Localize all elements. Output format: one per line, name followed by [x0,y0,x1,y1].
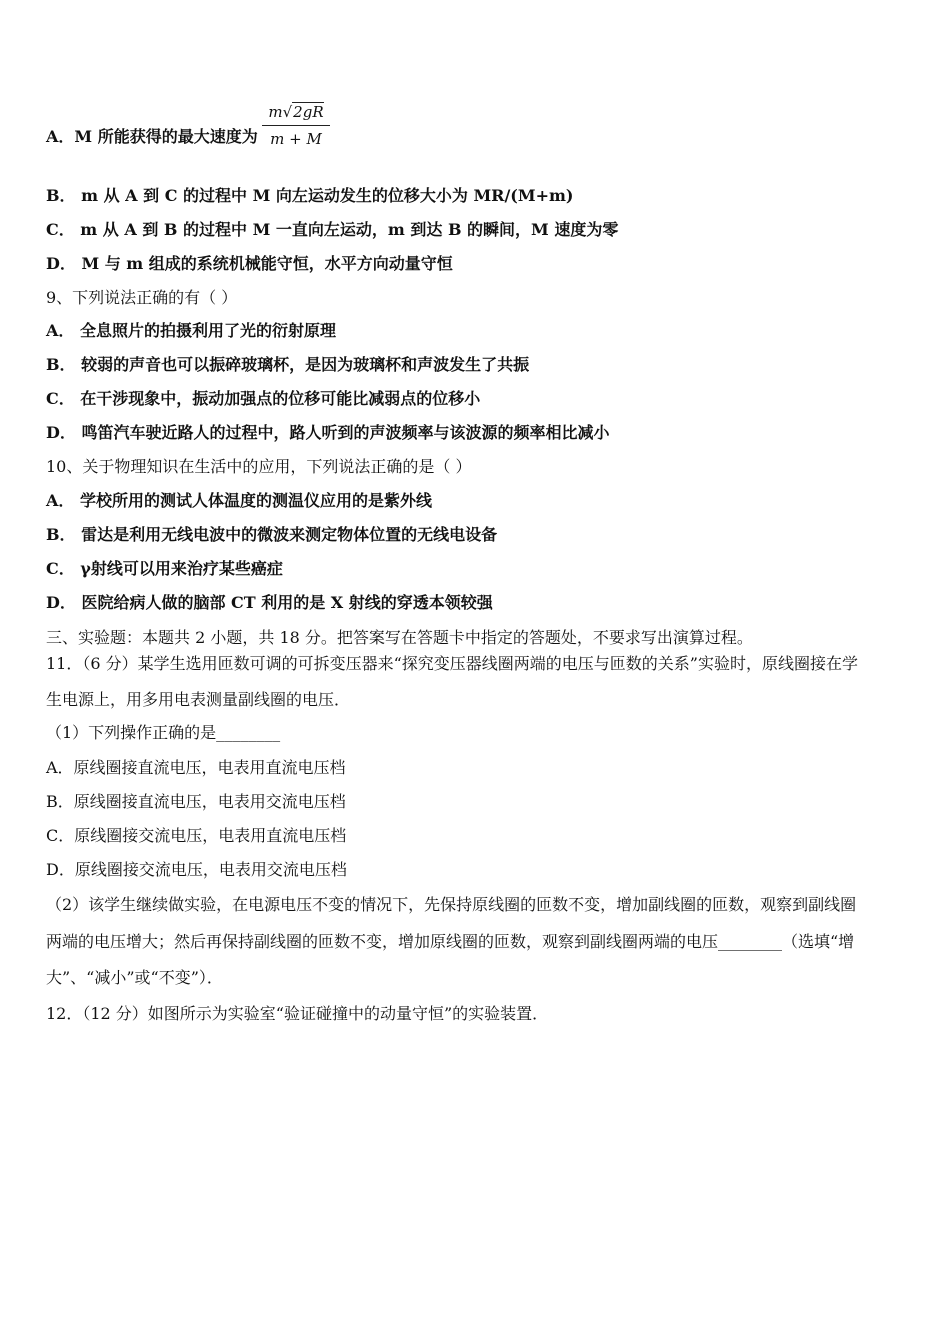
q11-option-a: A．原线圈接直流电压，电表用直流电压档 [46,758,346,777]
q8-option-d: D． M 与 m 组成的系统机械能守恒，水平方向动量守恒 [46,254,453,273]
q9-option-d: D． 鸣笛汽车驶近路人的过程中，路人听到的声波频率与该波源的频率相比减小 [46,423,610,442]
q9-stem: 9、下列说法正确的有（ ） [46,288,238,307]
q11-stem-line-2: 生电源上，用多用电表测量副线圈的电压． [46,690,351,709]
q8-option-a [46,127,258,147]
q10-option-d: D． 医院给病人做的脑部 CT 利用的是 X 射线的穿透本领较强 [46,593,493,612]
q11-part-1: （1）下列操作正确的是________ [46,723,281,742]
q9-option-c: C． 在干涉现象中，振动加强点的位移可能比减弱点的位移小 [46,389,481,408]
section-3-heading: 三、实验题：本题共 2 小题，共 18 分。把答案写在答题卡中指定的答题处，不要求写出演算过程。 [46,628,753,647]
q11-option-c: C．原线圈接交流电压，电表用直流电压档 [46,826,347,845]
fraction-numerator: m√2gR [262,103,330,126]
q10-option-a: A． 学校所用的测试人体温度的测温仪应用的是紫外线 [46,491,432,510]
q8-option-a-label: A． [46,127,75,146]
q11-option-b: B．原线圈接直流电压，电表用交流电压档 [46,792,346,811]
q11-option-d: D．原线圈接交流电压，电表用交流电压档 [46,860,347,879]
q8-option-c: C． m 从 A 到 B 的过程中 M 一直向左运动，m 到达 B 的瞬间，M 速度为零 [46,220,619,239]
q10-option-c: C． γ射线可以用来治疗某些癌症 [46,559,283,578]
q11-part-2-line-3: 大”、“减小”或“不变”）． [46,968,223,987]
q11-stem-line-1: 11．（6 分）某学生选用匝数可调的可拆变压器来“探究变压器线圈两端的电压与匝数的关系”实验时，原线圈接在学 [46,654,858,673]
q11-part-2-line-2: 两端的电压增大；然后再保持副线圈的匝数不变，增加原线圈的匝数，观察到副线圈两端的电压________（选填“增 [46,932,855,951]
q10-stem: 10、关于物理知识在生活中的应用，下列说法正确的是（ ） [46,457,472,476]
q9-option-b: B． 较弱的声音也可以振碎玻璃杯，是因为玻璃杯和声波发生了共振 [46,355,530,374]
q8-option-b: B． m 从 A 到 C 的过程中 M 向左运动发生的位移大小为 MR/(M+m) [46,186,574,205]
fraction-denominator: m + M [270,130,322,148]
q11-part-2-line-1: （2）该学生继续做实验，在电源电压不变的情况下，先保持原线圈的匝数不变，增加副线圈的匝数，观察到副线圈 [46,895,857,914]
q9-option-a: A． 全息照片的拍摄利用了光的衍射原理 [46,321,336,340]
q8-option-a-text: M 所能获得的最大速度为 [74,127,258,146]
q12-stem: 12．（12 分）如图所示为实验室“验证碰撞中的动量守恒”的实验装置． [46,1004,549,1023]
max-speed-fraction [262,103,330,148]
q10-option-b: B． 雷达是利用无线电波中的微波来测定物体位置的无线电设备 [46,525,498,544]
